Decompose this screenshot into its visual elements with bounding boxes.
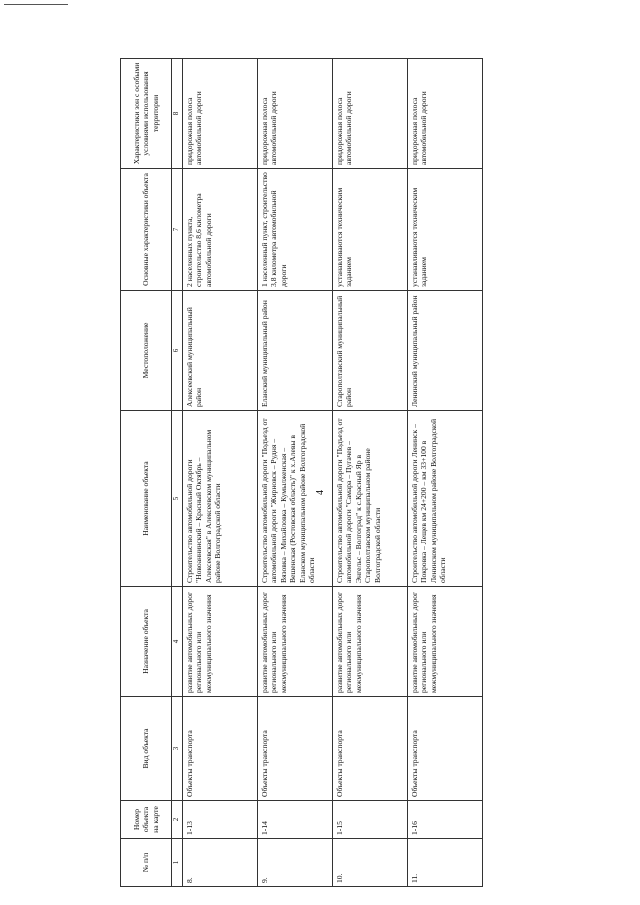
map-id: 1-13 [183,801,258,839]
column-number-row [172,59,183,887]
map-id: 1-14 [258,801,333,839]
header-cell: Основные характеристики объекта [121,169,172,291]
object-characteristics: устанавливаются техническим заданием [408,169,483,291]
object-name: Строительство автомобильной дороги Ленинск – Покровка – Лещев км 24+200 – км 33+100 в Ленинском муниципальном районе Волгоградской области [408,411,483,587]
table-row [183,59,258,887]
object-kind: Объекты транспорта [408,697,483,801]
map-id: 1-16 [408,801,483,839]
object-location: Старополтавский муниципальный район [333,291,408,411]
zone-characteristics: придорожная полоса автомобильной дороги [333,59,408,169]
row-number: 9. [258,839,333,887]
page-number: 4 [315,490,326,495]
objects-table [120,58,483,887]
column-number: 2 [172,801,183,839]
column-number: 5 [172,411,183,587]
column-number: 3 [172,697,183,801]
object-kind: Объекты транспорта [258,697,333,801]
header-cell: Местоположение [121,291,172,411]
header-row [121,59,172,887]
object-characteristics: 1 населенный пункт, строительство 3,8 километра автомобильной дороги [258,169,333,291]
object-purpose: развитие автомобильных дорог регионального или межмуниципального значения [258,587,333,697]
table-row [408,59,483,887]
object-characteristics: устанавливаются техническим заданием [333,169,408,291]
object-location: Алексеевский муниципальный район [183,291,258,411]
column-number: 6 [172,291,183,411]
header-cell: Наименование объекта [121,411,172,587]
object-kind: Объекты транспорта [183,697,258,801]
object-location: Еланский муниципальный район [258,291,333,411]
row-number: 10. [333,839,408,887]
object-purpose: развитие автомобильных дорог регионального или межмуниципального значения [183,587,258,697]
zone-characteristics: придорожная полоса автомобильной дороги [183,59,258,169]
rotated-page-content [120,59,520,887]
object-characteristics: 2 населенных пункта, строительство 8,6 километра автомобильной дороги [183,169,258,291]
row-number: 8. [183,839,258,887]
zone-characteristics: придорожная полоса автомобильной дороги [258,59,333,169]
top-rule [4,4,68,5]
object-name: Строительство автомобильной дороги "Новоаннинский – Красный Октябрь – Алексеевская" в Алексеевском муниципальном районе Волгоградской области [183,411,258,587]
object-purpose: развитие автомобильных дорог регионального или межмуниципального значения [333,587,408,697]
column-number: 8 [172,59,183,169]
object-name: Строительство автомобильной дороги "Подъезд от автомобильной дороги "Жирновск – Рудня – Вязовка – Михайловка – Кумылженская – Вешенская (Ростовская область)" к х.Алевы в Еланском муниципальном районе Волгоградской области [258,411,333,587]
table-row [333,59,408,887]
row-number: 11. [408,839,483,887]
object-purpose: развитие автомобильных дорог регионального или межмуниципального значения [408,587,483,697]
table-row [258,59,333,887]
header-cell: № п/п [121,839,172,887]
map-id: 1-15 [333,801,408,839]
column-number: 1 [172,839,183,887]
header-cell: Характеристики зон с особыми условиями использования территории [121,59,172,169]
object-location: Ленинский муниципальный район [408,291,483,411]
zone-characteristics: придорожная полоса автомобильной дороги [408,59,483,169]
header-cell: Назначение объекта [121,587,172,697]
object-kind: Объекты транспорта [333,697,408,801]
object-name: Строительство автомобильной дороги "Подъезд от автомобильной дороги "Самара – Пугачев – Энгельс – Волгоград" к с.Красный Яр в Старополтавском муниципальном районе Волгоградской области [333,411,408,587]
column-number: 7 [172,169,183,291]
header-cell: Номер объекта на карте [121,801,172,839]
column-number: 4 [172,587,183,697]
header-cell: Вид объекта [121,697,172,801]
